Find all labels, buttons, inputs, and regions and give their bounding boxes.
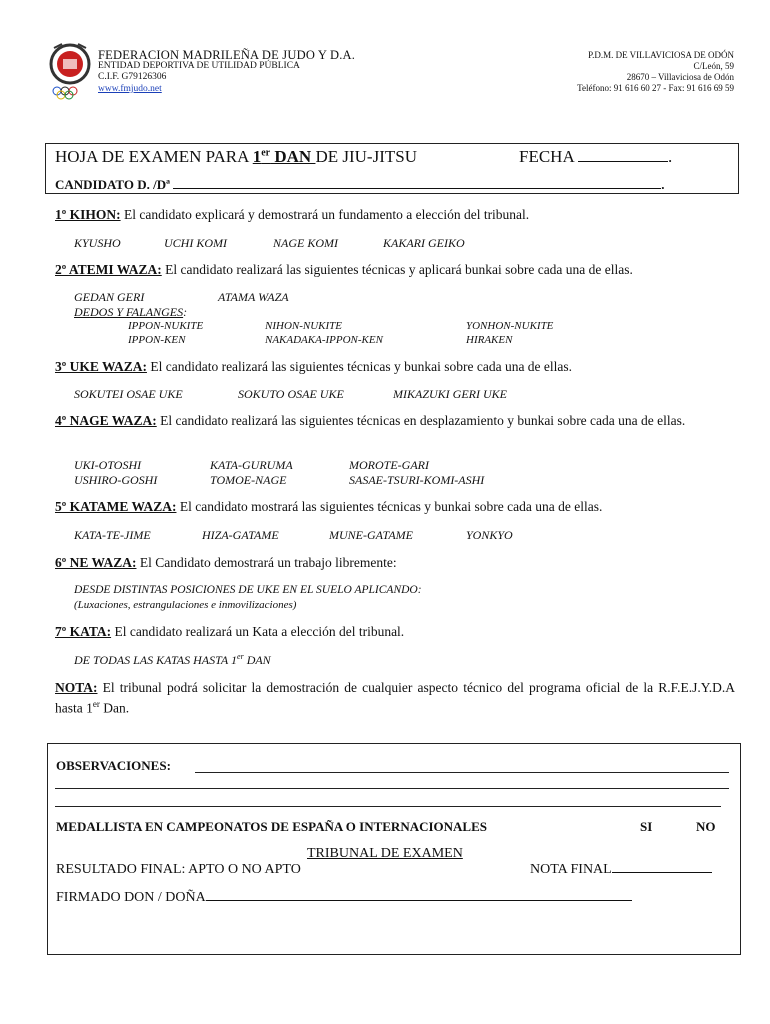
- firmado-blank[interactable]: [206, 900, 632, 901]
- address-line: P.D.M. DE VILLAVICIOSA DE ODÓN: [588, 50, 734, 60]
- observaciones-line[interactable]: [195, 772, 729, 773]
- technique-item: HIRAKEN: [466, 334, 513, 346]
- section-heading: 7º KATA:: [55, 624, 112, 639]
- technique-item: NAKADAKA-IPPON-KEN: [265, 334, 383, 346]
- section-heading: 2º ATEMI WAZA:: [55, 262, 162, 277]
- ne-waza-line: (Luxaciones, estrangulaciones e inmovilizaciones): [74, 599, 297, 611]
- kata-line-text: DE TODAS LAS KATAS HASTA 1: [74, 653, 238, 667]
- title-dan-number: 1: [252, 147, 262, 166]
- section-heading: NOTA:: [55, 680, 98, 695]
- technique-item: KAKARI GEIKO: [383, 236, 465, 250]
- technique-item: KATA-TE-JIME: [74, 528, 151, 542]
- technique-item: KYUSHO: [74, 236, 121, 250]
- section-text: El tribunal podrá solicitar la demostración de cualquier aspecto técnico del programa oficial de la R.F.E.J.Y.D.A hasta 1: [55, 680, 735, 716]
- kata-line-end: DAN: [243, 653, 271, 667]
- header-org-block: [98, 50, 355, 95]
- candidato-dot: .: [661, 177, 665, 192]
- section-text: El candidato explicará y demostrará un fundamento a elección del tribunal.: [120, 207, 530, 222]
- address-line: C/León, 59: [693, 61, 734, 71]
- candidato-blank[interactable]: [173, 188, 661, 189]
- technique-item: MOROTE-GARI: [349, 458, 429, 472]
- org-cif: C.I.F. G79126306: [98, 72, 167, 82]
- section-heading: 4º NAGE WAZA:: [55, 413, 157, 428]
- section-heading: 6º NE WAZA:: [55, 555, 137, 570]
- technique-item: KATA-GURUMA: [210, 458, 293, 472]
- section-kihon: [55, 207, 735, 223]
- section-heading: 3º UKE WAZA:: [55, 359, 147, 374]
- tribunal-heading: TRIBUNAL DE EXAMEN: [307, 846, 463, 861]
- technique-item: SOKUTEI OSAE UKE: [74, 387, 183, 401]
- subsection-label: DEDOS Y FALANGES:: [74, 305, 188, 319]
- nota-final-field[interactable]: [530, 862, 712, 878]
- firmado-field[interactable]: [56, 890, 632, 906]
- technique-item: UCHI KOMI: [164, 236, 227, 250]
- section-text: El candidato realizará un Kata a elección del tribunal.: [111, 624, 405, 639]
- fecha-dot: .: [668, 147, 673, 166]
- observaciones-label: OBSERVACIONES:: [56, 758, 171, 773]
- section-atemi: [55, 262, 735, 278]
- title-prefix: HOJA DE EXAMEN PARA: [55, 147, 253, 166]
- address-line: Teléfono: 91 616 60 27 - Fax: 91 616 69 59: [577, 83, 734, 93]
- technique-item: IPPON-NUKITE: [128, 320, 204, 332]
- medallista-no[interactable]: NO: [696, 819, 716, 834]
- nota-final-label: NOTA FINAL: [530, 862, 612, 877]
- technique-item: SASAE-TSURI-KOMI-ASHI: [349, 473, 485, 487]
- nota-end: Dan.: [99, 700, 130, 716]
- kata-line: [74, 652, 271, 668]
- ne-waza-line: DESDE DISTINTAS POSICIONES DE UKE EN EL SUELO APLICANDO:: [74, 584, 422, 596]
- address-line: 28670 – Villaviciosa de Odón: [626, 72, 734, 82]
- section-heading: 5º KATAME WAZA:: [55, 499, 177, 514]
- observaciones-line[interactable]: [55, 806, 721, 807]
- technique-item: NIHON-NUKITE: [265, 320, 343, 332]
- technique-item: YONKYO: [466, 528, 513, 542]
- section-nota: [55, 680, 735, 717]
- section-nage: [55, 413, 735, 429]
- section-text: El candidato mostrará las siguientes técnicas y bunkai sobre cada una de ellas.: [176, 499, 603, 514]
- fecha-blank[interactable]: [578, 161, 668, 162]
- fecha-field[interactable]: [519, 147, 672, 167]
- section-kata: [55, 624, 735, 640]
- technique-item: MUNE-GATAME: [329, 528, 413, 542]
- nota-final-blank[interactable]: [612, 872, 712, 873]
- page-title: [55, 147, 417, 167]
- technique-item: SOKUTO OSAE UKE: [238, 387, 344, 401]
- fecha-label: FECHA: [519, 147, 574, 166]
- title-sup: er: [261, 147, 271, 159]
- org-subtitle: ENTIDAD DEPORTIVA DE UTILIDAD PÚBLICA: [98, 61, 300, 71]
- technique-item: IPPON-KEN: [128, 334, 186, 346]
- org-name: FEDERACION MADRILEÑA DE JUDO Y D.A.: [98, 48, 356, 62]
- header-address-block: [577, 50, 734, 94]
- technique-item: ATAMA WAZA: [218, 290, 289, 304]
- technique-item: TOMOE-NAGE: [210, 473, 287, 487]
- federation-logo: [48, 42, 92, 100]
- technique-item: MIKAZUKI GERI UKE: [393, 387, 507, 401]
- technique-item: GEDAN GERI: [74, 290, 145, 304]
- section-katame: [55, 499, 735, 515]
- title-dan-word: DAN: [270, 147, 316, 166]
- kata-line-sup: er: [237, 652, 244, 661]
- website-link[interactable]: www.fmjudo.net: [98, 84, 162, 94]
- resultado-final: RESULTADO FINAL: APTO O NO APTO: [56, 862, 301, 877]
- technique-item: USHIRO-GOSHI: [74, 473, 158, 487]
- title-suffix: DE JIU-JITSU: [315, 147, 417, 166]
- section-text: El candidato realizará las siguientes técnicas y aplicará bunkai sobre cada una de ellas.: [161, 262, 633, 277]
- medallista-label: MEDALLISTA EN CAMPEONATOS DE ESPAÑA O INTERNACIONALES: [56, 819, 487, 834]
- firmado-label: FIRMADO DON / DOÑA: [56, 890, 206, 905]
- dedos-label: DEDOS Y FALANGES: [74, 305, 184, 319]
- technique-item: UKI-OTOSHI: [74, 458, 142, 472]
- technique-item: HIZA-GATAME: [202, 528, 279, 542]
- technique-item: YONHON-NUKITE: [466, 320, 554, 332]
- section-text: El candidato realizará las siguientes técnicas en desplazamiento y bunkai sobre cada una de ellas.: [156, 413, 686, 428]
- technique-item: NAGE KOMI: [273, 236, 338, 250]
- observaciones-line[interactable]: [55, 788, 729, 789]
- candidato-label: CANDIDATO D. /Dª: [55, 177, 171, 192]
- section-uke: [55, 359, 735, 375]
- section-ne: [55, 555, 735, 571]
- section-text: El Candidato demostrará un trabajo libremente:: [136, 555, 397, 570]
- candidato-field[interactable]: [55, 177, 665, 193]
- section-heading: 1º KIHON:: [55, 207, 121, 222]
- section-text: El candidato realizará las siguientes técnicas y bunkai sobre cada una de ellas.: [146, 359, 573, 374]
- medallista-si[interactable]: SI: [640, 819, 653, 834]
- nota-sup: er: [92, 699, 100, 709]
